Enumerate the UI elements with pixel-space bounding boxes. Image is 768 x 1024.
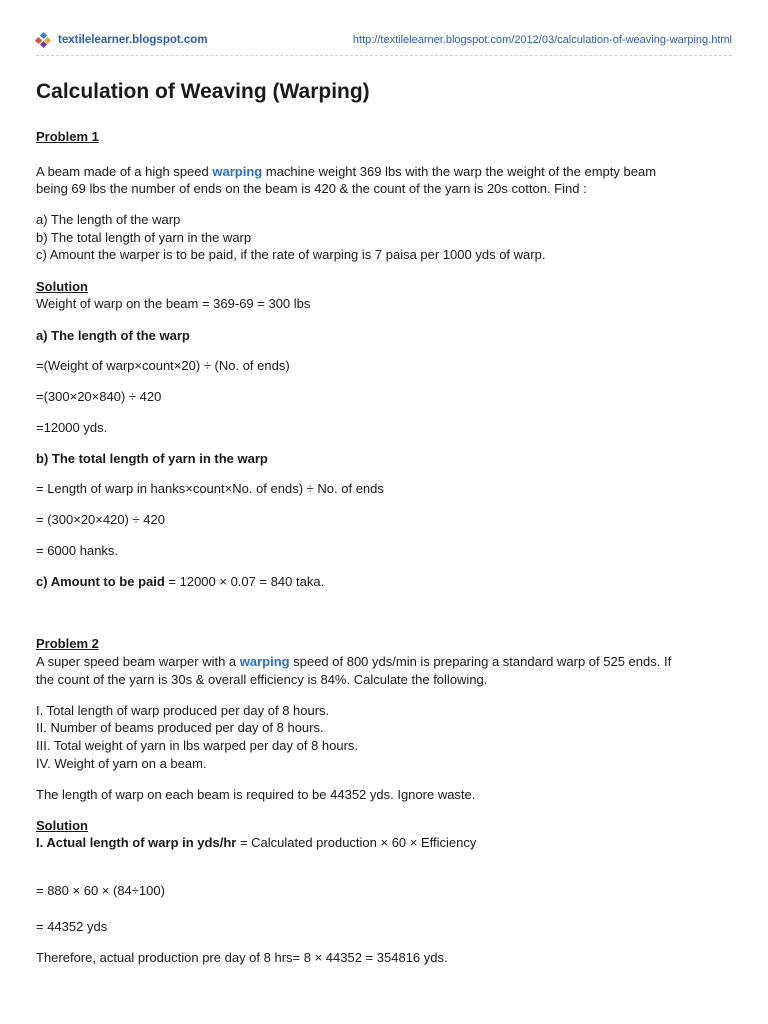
site-name[interactable]: textilelearner.blogspot.com xyxy=(58,34,208,46)
problem1-solution-heading: Solution xyxy=(36,279,88,294)
warping-link[interactable]: warping xyxy=(212,164,263,179)
problem2-item: III. Total weight of yarn in lbs warped per day of 8 hours. xyxy=(36,738,359,753)
problem1-item: b) The total length of yarn in the warp xyxy=(36,230,252,245)
part-b-heading: b) The total length of yarn in the warp xyxy=(36,451,268,466)
site-link[interactable] xyxy=(36,33,208,47)
page-url[interactable]: http://textilelearner.blogspot.com/2012/03/calculation-of-weaving-warping.html xyxy=(352,34,732,46)
part-i-line xyxy=(36,835,476,851)
problem2-note: The length of warp on each beam is required to be 44352 yds. Ignore waste. xyxy=(36,787,476,802)
page-title: Calculation of Weaving (Warping) xyxy=(36,80,370,103)
site-logo-icon xyxy=(36,33,50,47)
part-a-heading: a) The length of the warp xyxy=(36,328,190,343)
problem1-text-line2: being 69 lbs the number of ends on the beam is 420 & the count of the yarn is 20s cotton. Find : xyxy=(36,181,587,196)
problem1-weight: Weight of warp on the beam = 369-69 = 300 lbs xyxy=(36,296,311,311)
part-b-line: = (300×20×420) ÷ 420 xyxy=(36,512,165,527)
problem2-text-line2: the count of the yarn is 30s & overall efficiency is 84%. Calculate the following. xyxy=(36,672,488,687)
page-header xyxy=(36,33,732,51)
part-a-line: =(Weight of warp×count×20) ÷ (No. of ends) xyxy=(36,358,290,373)
part-a-line: =(300×20×840) ÷ 420 xyxy=(36,389,162,404)
problem1-heading: Problem 1 xyxy=(36,129,99,144)
problem2-item: IV. Weight of yarn on a beam. xyxy=(36,756,207,771)
part-i-label: I. Actual length of warp in yds/hr xyxy=(36,835,237,850)
part-c-label: c) Amount to be paid xyxy=(36,574,165,589)
warping-link[interactable]: warping xyxy=(239,654,290,669)
part-c-line xyxy=(36,574,324,590)
solution-line: = 880 × 60 × (84÷100) xyxy=(36,883,165,898)
problem1-text-line1: A beam made of a high speed warping machine weight 369 lbs with the warp the weight of the empty beam xyxy=(36,164,657,179)
part-c-value: = 12000 × 0.07 = 840 taka. xyxy=(164,574,325,589)
problem1-item: a) The length of the warp xyxy=(36,212,181,227)
part-b-line: = Length of warp in hanks×count×No. of ends) ÷ No. of ends xyxy=(36,481,384,496)
problem2-solution-heading: Solution xyxy=(36,818,88,833)
part-b-line: = 6000 hanks. xyxy=(36,543,119,558)
part-a-line: =12000 yds. xyxy=(36,420,108,435)
header-divider xyxy=(36,55,732,56)
solution-line: = 44352 yds xyxy=(36,919,108,934)
part-i-value: = Calculated production × 60 × Efficiency xyxy=(236,835,477,850)
problem2-heading: Problem 2 xyxy=(36,636,99,651)
problem2-item: I. Total length of warp produced per day of 8 hours. xyxy=(36,703,330,718)
problem2-text-line1: A super speed beam warper with a warping speed of 800 yds/min is preparing a standard warp of 525 ends. If xyxy=(36,654,672,669)
problem1-item: c) Amount the warper is to be paid, if the rate of warping is 7 paisa per 1000 yds of warp. xyxy=(36,247,546,262)
problem2-item: II. Number of beams produced per day of 8 hours. xyxy=(36,720,324,735)
solution-line: Therefore, actual production pre day of 8 hrs= 8 × 44352 = 354816 yds. xyxy=(36,950,448,965)
